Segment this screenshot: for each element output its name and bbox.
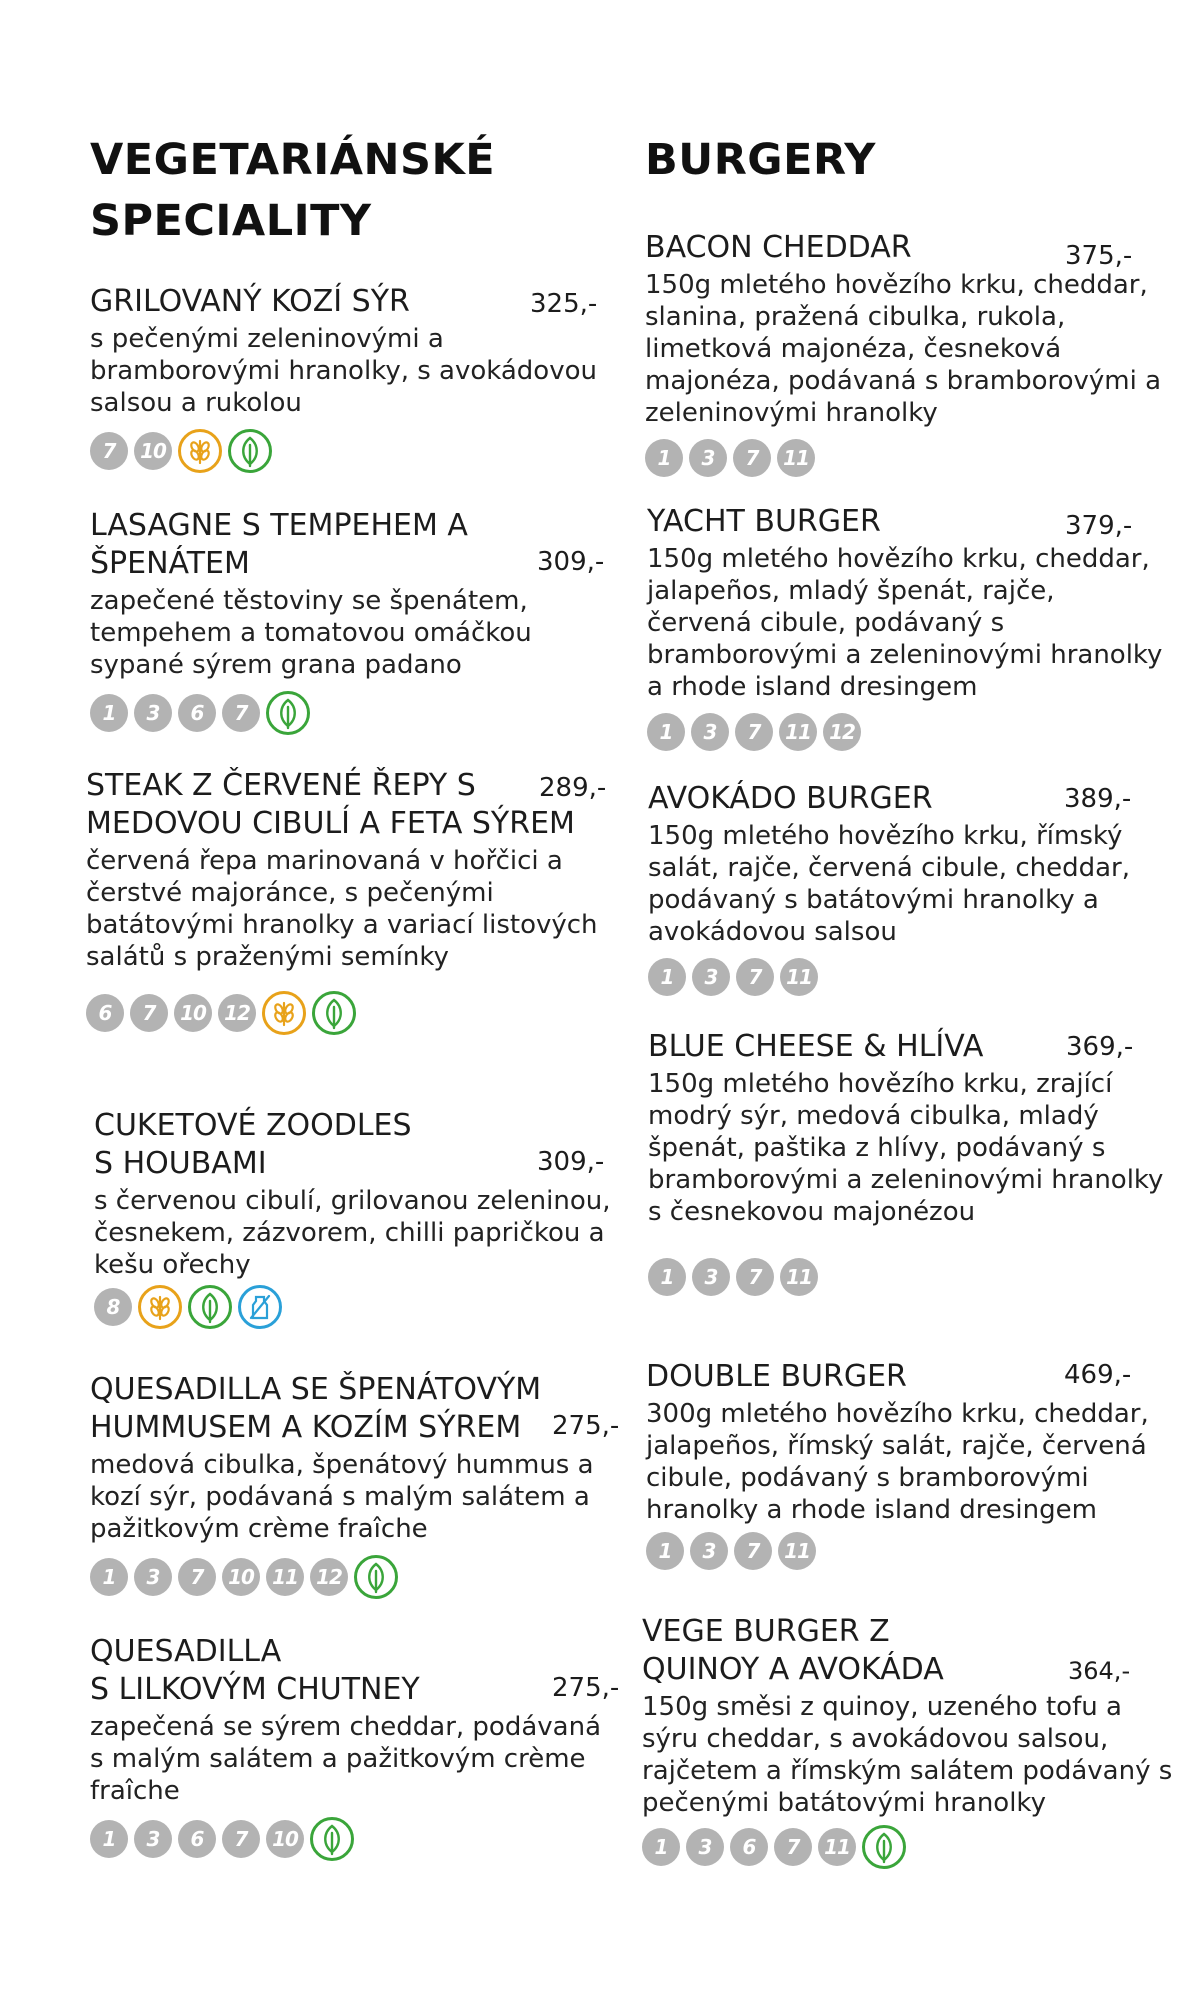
vegetarian-leaf-icon: [266, 691, 310, 735]
allergen-badge: 1: [90, 694, 128, 732]
vegetarian-leaf-icon: [354, 1555, 398, 1599]
item-description: s červenou cibulí, grilovanou zeleninou, česnekem, zázvorem, chilli papričkou a kešu ořechy: [94, 1186, 611, 1280]
item-name: BACON CHEDDAR: [645, 230, 912, 265]
allergen-badges: [90, 1817, 620, 1861]
item-description: 150g směsi z quinoy, uzeného tofu a sýru cheddar, s avokádovou salsou, rajčetem a římským salátem podávaný s pečenými batátovými hranolky: [642, 1692, 1173, 1818]
item-name: BLUE CHEESE & HLÍVA: [648, 1029, 984, 1064]
allergen-badges: [90, 1555, 620, 1599]
allergen-badge: 7: [736, 1258, 774, 1296]
item-name: CUKETOVÉ ZOODLES S HOUBAMI: [94, 1108, 412, 1181]
allergen-badge: 11: [780, 958, 818, 996]
allergen-badge: 7: [90, 432, 128, 470]
allergen-badge: 3: [691, 713, 729, 751]
allergen-badges: [646, 1532, 1186, 1570]
menu-item: [90, 1633, 620, 1861]
allergen-badge: 1: [90, 1558, 128, 1596]
allergen-badge: 3: [134, 1820, 172, 1858]
item-description: 150g mletého hovězího krku, zrající modrý sýr, medová cibulka, mladý špenát, paštika z hlívy, podávaný s bramborovými a zeleninovými hranolky s česnekovou majonézou: [648, 1069, 1164, 1227]
allergen-badge: 3: [690, 1532, 728, 1570]
item-name: GRILOVANÝ KOZÍ SÝR: [90, 284, 410, 319]
allergen-badge: 7: [130, 994, 168, 1032]
allergen-badges: [90, 691, 610, 735]
allergen-badge: 7: [736, 958, 774, 996]
allergen-badge: 7: [178, 1558, 216, 1596]
allergen-badge: 12: [823, 713, 861, 751]
item-price: 469,-: [1064, 1360, 1132, 1390]
allergen-badge: 8: [94, 1288, 132, 1326]
allergen-badge: 11: [266, 1558, 304, 1596]
item-price: 309,-: [537, 1147, 605, 1177]
item-description: zapečená se sýrem cheddar, podávaná s malým salátem a pažitkovým crème fraîche: [90, 1712, 601, 1806]
allergen-badge: 11: [780, 1258, 818, 1296]
allergen-badges: [647, 713, 1167, 751]
item-name: LASAGNE S TEMPEHEM A ŠPENÁTEM: [90, 508, 468, 581]
menu-item: [94, 1107, 614, 1329]
menu-item: [648, 780, 1168, 996]
item-price: 325,-: [530, 289, 598, 319]
item-name: YACHT BURGER: [647, 504, 881, 539]
item-price: 379,-: [1065, 511, 1133, 541]
allergen-badge: 6: [730, 1828, 768, 1866]
item-description: zapečené těstoviny se špenátem, tempehem a tomatovou omáčkou sypané sýrem grana padano: [90, 586, 532, 680]
allergen-badge: 1: [648, 1258, 686, 1296]
section-heading-vegetarian: VEGETARIÁNSKÉ SPECIALITY: [90, 135, 496, 246]
allergen-badge: 11: [818, 1828, 856, 1866]
menu-item: [647, 503, 1167, 751]
allergen-badge: 3: [689, 439, 727, 477]
allergen-badge: 12: [218, 994, 256, 1032]
item-description: medová cibulka, špenátový hummus a kozí sýr, podávaná s malým salátem a pažitkovým crème fraîche: [90, 1450, 594, 1544]
grain-icon: [262, 991, 306, 1035]
item-price: 369,-: [1066, 1032, 1134, 1062]
item-price: 275,-: [552, 1411, 620, 1441]
allergen-badges: [642, 1825, 1182, 1869]
allergen-badges: [648, 1258, 1168, 1296]
item-price: 389,-: [1064, 784, 1132, 814]
item-description: 150g mletého hovězího krku, cheddar, jalapeños, mladý špenát, rajče, červená cibule, podávaný s bramborovými a zeleninovými hranolky a rhode island dresingem: [647, 544, 1163, 702]
item-name: QUESADILLA S LILKOVÝM CHUTNEY: [90, 1634, 420, 1707]
item-name: STEAK Z ČERVENÉ ŘEPY S MEDOVOU CIBULÍ A FETA SÝREM: [86, 768, 575, 841]
allergen-badges: [90, 429, 600, 473]
allergen-badge: 3: [686, 1828, 724, 1866]
item-price: 375,-: [1065, 241, 1133, 271]
allergen-badge: 7: [733, 439, 771, 477]
item-name: VEGE BURGER Z QUINOY A AVOKÁDA: [642, 1614, 944, 1687]
menu-item: [90, 283, 600, 473]
vegetarian-leaf-icon: [310, 1817, 354, 1861]
menu-item: [90, 1371, 620, 1599]
allergen-badge: 7: [774, 1828, 812, 1866]
allergen-badges: [86, 991, 606, 1035]
item-price: 275,-: [552, 1673, 620, 1703]
allergen-badges: [94, 1285, 614, 1329]
allergen-badge: 11: [778, 1532, 816, 1570]
allergen-badge: 7: [735, 713, 773, 751]
item-price: 289,-: [539, 773, 607, 803]
item-name: AVOKÁDO BURGER: [648, 781, 933, 816]
allergen-badge: 11: [777, 439, 815, 477]
menu-item: [645, 229, 1165, 477]
allergen-badge: 10: [174, 994, 212, 1032]
item-price: 309,-: [537, 547, 605, 577]
vegetarian-leaf-icon: [188, 1285, 232, 1329]
menu-item: [90, 507, 610, 735]
item-description: 300g mletého hovězího krku, cheddar, jalapeños, římský salát, rajče, červená cibule, podávaný s bramborovými hranolky a rhode island dresingem: [646, 1399, 1149, 1525]
allergen-badge: 10: [134, 432, 172, 470]
item-description: červená řepa marinovaná v hořčici a čerstvé majoránce, s pečenými batátovými hranolky a variací listových salátů s praženými semínky: [86, 846, 598, 972]
section-heading-burgers: BURGERY: [645, 135, 876, 185]
grain-icon: [138, 1285, 182, 1329]
allergen-badge: 1: [90, 1820, 128, 1858]
vegetarian-leaf-icon: [862, 1825, 906, 1869]
allergen-badge: 1: [645, 439, 683, 477]
allergen-badge: 10: [222, 1558, 260, 1596]
allergen-badge: 6: [178, 1820, 216, 1858]
allergen-badge: 7: [222, 694, 260, 732]
allergen-badge: 1: [647, 713, 685, 751]
vegetarian-leaf-icon: [228, 429, 272, 473]
allergen-badge: 3: [134, 694, 172, 732]
allergen-badge: 1: [642, 1828, 680, 1866]
lactose-free-icon: [238, 1285, 282, 1329]
allergen-badge: 12: [310, 1558, 348, 1596]
item-description: 150g mletého hovězího krku, cheddar, slanina, pražená cibulka, rukola, limetková majonéza, česneková majonéza, podávaná s bramborovými a zeleninovými hranolky: [645, 270, 1162, 428]
vegetarian-leaf-icon: [312, 991, 356, 1035]
item-name: DOUBLE BURGER: [646, 1359, 907, 1394]
item-name: QUESADILLA SE ŠPENÁTOVÝM HUMMUSEM A KOZÍM SÝREM: [90, 1372, 542, 1445]
allergen-badge: 11: [779, 713, 817, 751]
allergen-badge: 6: [178, 694, 216, 732]
menu-item: [648, 1028, 1168, 1296]
item-description: s pečenými zeleninovými a bramborovými hranolky, s avokádovou salsou a rukolou: [90, 324, 597, 418]
allergen-badge: 3: [692, 1258, 730, 1296]
allergen-badge: 10: [266, 1820, 304, 1858]
item-price: 364,-: [1068, 1657, 1131, 1685]
item-description: 150g mletého hovězího krku, římský salát, rajče, červená cibule, cheddar, podávaný s batátovými hranolky a avokádovou salsou: [648, 821, 1130, 947]
allergen-badge: 7: [734, 1532, 772, 1570]
grain-icon: [178, 429, 222, 473]
allergen-badge: 3: [692, 958, 730, 996]
allergen-badge: 1: [648, 958, 686, 996]
menu-item: [86, 767, 606, 1035]
menu-item: [646, 1358, 1186, 1570]
allergen-badge: 1: [646, 1532, 684, 1570]
allergen-badges: [645, 439, 1165, 477]
menu-item: [642, 1613, 1182, 1869]
allergen-badges: [648, 958, 1168, 996]
allergen-badge: 3: [134, 1558, 172, 1596]
allergen-badge: 7: [222, 1820, 260, 1858]
allergen-badge: 6: [86, 994, 124, 1032]
